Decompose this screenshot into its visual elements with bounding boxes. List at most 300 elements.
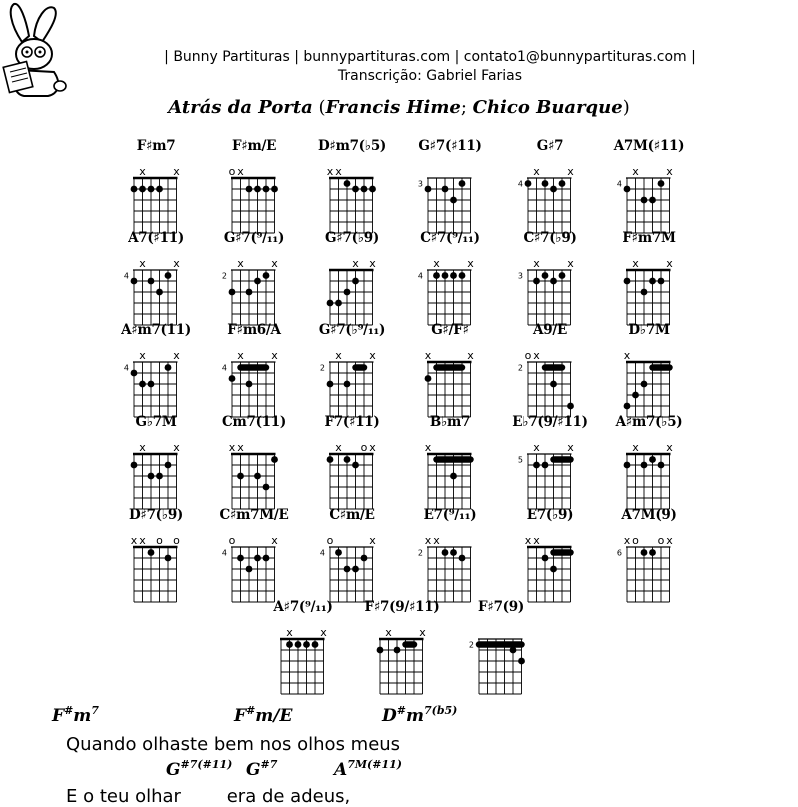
muted-string-icon: x (271, 534, 278, 547)
finger-dot (550, 278, 557, 285)
fretboard (204, 152, 304, 237)
muted-string-icon: x (335, 349, 342, 362)
lyric-chord (246, 760, 277, 780)
fretboard (400, 521, 500, 606)
fretboard (253, 613, 353, 698)
open-string-icon: o (524, 349, 532, 362)
finger-dot (533, 462, 540, 469)
finger-dot (229, 289, 236, 296)
chord-diagram (400, 230, 500, 320)
lyric-line: Quando olhaste bem nos olhos meus (66, 734, 401, 755)
finger-dot (459, 180, 466, 187)
finger-dot (148, 381, 155, 388)
finger-dot (377, 647, 384, 654)
muted-string-icon: x (369, 534, 376, 547)
muted-string-icon: x (228, 441, 236, 454)
finger-dot (559, 272, 566, 279)
finger-dot (641, 549, 648, 556)
chord-accidental: # (396, 704, 406, 717)
fretboard (204, 521, 304, 606)
finger-dot (641, 381, 648, 388)
open-string-icon: o (360, 441, 368, 454)
chord-name: Cm7(11) (222, 414, 286, 430)
finger-dot (542, 180, 549, 187)
chord-name: D♯m7(♭5) (317, 138, 387, 154)
chord-name: C♯7(♭9) (523, 230, 577, 246)
fretboard (599, 336, 699, 421)
muted-string-icon: x (139, 165, 146, 178)
chord-root: G (246, 760, 261, 780)
muted-string-icon: x (173, 349, 180, 362)
finger-dot (459, 555, 466, 562)
muted-string-icon: x (666, 257, 673, 270)
fretboard (302, 336, 402, 421)
chord-name: A7(♯11) (128, 230, 184, 246)
finger-dot (632, 392, 639, 399)
finger-dot (425, 375, 432, 382)
open-string-icon: o (228, 534, 236, 547)
chord-name: B♭m7 (429, 414, 471, 430)
finger-dot (148, 278, 155, 285)
finger-dot (510, 647, 517, 654)
muted-string-icon: x (173, 165, 180, 178)
finger-dot (352, 278, 359, 285)
muted-string-icon: x (237, 257, 244, 270)
lyric-chord (52, 706, 99, 726)
chord-diagram (352, 599, 452, 689)
chord-diagram (599, 138, 699, 228)
finger-dot (295, 641, 302, 648)
chord-extension: 7 (91, 704, 99, 717)
muted-string-icon: x (632, 441, 639, 454)
fretboard (500, 336, 600, 421)
chord-name: F♯m7 (136, 138, 176, 154)
fretboard (204, 336, 304, 421)
chord-name: E♭7(9/♯11) (512, 414, 588, 430)
finger-dot (165, 555, 172, 562)
chord-diagram (106, 414, 206, 504)
chord-extension: #7 (260, 758, 278, 771)
finger-dot (254, 473, 261, 480)
muted-string-icon: x (533, 257, 540, 270)
chord-name: G♭7M (135, 414, 177, 430)
finger-dot (344, 289, 351, 296)
muted-string-icon: x (666, 165, 673, 178)
muted-string-icon: x (173, 257, 180, 270)
finger-dot (550, 566, 557, 573)
chord-name: D♯7(♭9) (128, 507, 184, 523)
chord-name: G♯7(♭⁹/₁₁) (318, 322, 386, 338)
chord-diagram (302, 138, 402, 228)
chord-extension: 7(b5) (423, 704, 458, 717)
finger-dot (148, 473, 155, 480)
finger-dot (271, 186, 278, 193)
finger-dot (450, 549, 457, 556)
finger-dot (624, 403, 631, 410)
muted-string-icon: x (369, 441, 376, 454)
fret-number: 3 (417, 179, 423, 189)
finger-dot (442, 549, 449, 556)
chord-diagram (500, 138, 600, 228)
finger-dot (641, 289, 648, 296)
fretboard (106, 521, 206, 606)
chord-root: D (382, 706, 397, 726)
fret-number: 3 (517, 271, 523, 281)
fretboard (106, 244, 206, 329)
muted-string-icon: x (326, 165, 334, 178)
fretboard (451, 613, 551, 698)
finger-dot (361, 186, 368, 193)
muted-string-icon: x (369, 349, 376, 362)
chord-diagram (500, 414, 600, 504)
fret-number: 2 (221, 271, 227, 281)
finger-dot (327, 300, 334, 307)
finger-dot (425, 186, 432, 193)
chord-diagram (204, 414, 304, 504)
fretboard (302, 521, 402, 606)
title-song: Atrás da Porta (168, 97, 313, 118)
chord-diagram (599, 414, 699, 504)
finger-dot (156, 289, 163, 296)
finger-dot (394, 647, 401, 654)
finger-dot (139, 381, 146, 388)
chord-extension: 7M(#11) (347, 758, 402, 771)
chord-name: D♭7M (628, 322, 670, 338)
muted-string-icon: x (419, 626, 426, 639)
fret-number: 4 (517, 179, 523, 189)
chord-name: F♯7(9) (478, 599, 524, 615)
finger-dot (442, 186, 449, 193)
finger-dot (312, 641, 319, 648)
finger-dot (156, 186, 163, 193)
fretboard (500, 521, 600, 606)
muted-string-icon: x (369, 257, 376, 270)
chord-diagram (253, 599, 353, 689)
chord-quality: m (73, 706, 92, 726)
fretboard (599, 521, 699, 606)
chord-diagram (302, 322, 402, 412)
muted-string-icon: x (424, 441, 432, 454)
fretboard (500, 244, 600, 329)
fret-number: 5 (517, 455, 523, 465)
finger-dot (165, 364, 172, 371)
finger-dot (450, 272, 457, 279)
fret-number: 4 (123, 363, 129, 373)
chord-diagram (204, 322, 304, 412)
chord-diagram (400, 507, 500, 597)
title-author-1: Francis Hime (325, 97, 461, 118)
chord-quality: m (405, 706, 424, 726)
muted-string-icon: x (533, 534, 540, 547)
finger-dot (624, 462, 631, 469)
finger-dot (459, 272, 466, 279)
muted-string-icon: x (467, 257, 474, 270)
chord-name: E7(⁹/₁₁) (423, 507, 477, 523)
fret-number: 2 (417, 548, 423, 558)
muted-string-icon: x (533, 441, 540, 454)
fretboard (352, 613, 452, 698)
finger-dot (156, 473, 163, 480)
fret-number: 4 (616, 179, 622, 189)
open-string-icon: o (632, 534, 639, 547)
fretboard (204, 244, 304, 329)
finger-dot (271, 456, 278, 463)
lyric-chord (234, 706, 292, 726)
chord-diagram (302, 507, 402, 597)
muted-string-icon: x (352, 257, 359, 270)
muted-string-icon: x (271, 257, 278, 270)
fretboard (302, 152, 402, 237)
chord-diagram (500, 322, 600, 412)
finger-dot (649, 549, 656, 556)
chord-diagram (106, 507, 206, 597)
finger-dot (263, 484, 270, 491)
chord-name: A♯7(⁹/₁₁) (273, 599, 333, 615)
chord-root: F (52, 706, 65, 726)
finger-dot (567, 403, 574, 410)
fretboard (106, 428, 206, 513)
finger-dot (139, 186, 146, 193)
finger-dot (641, 462, 648, 469)
fretboard (106, 336, 206, 421)
open-string-icon: o (657, 534, 665, 547)
finger-dot (327, 456, 334, 463)
finger-dot (254, 278, 261, 285)
chord-name: G♯7(♭9) (325, 230, 379, 246)
finger-dot (344, 566, 351, 573)
chord-diagram (302, 414, 402, 504)
finger-dot (641, 197, 648, 204)
chord-name: G♯7(⁹/₁₁) (223, 230, 285, 246)
song-title (0, 97, 798, 118)
finger-dot (229, 375, 236, 382)
muted-string-icon: x (139, 349, 146, 362)
finger-dot (658, 278, 665, 285)
finger-dot (131, 278, 138, 285)
muted-string-icon: x (632, 257, 639, 270)
chord-diagram (106, 322, 206, 412)
muted-string-icon: x (335, 165, 342, 178)
fretboard (400, 152, 500, 237)
finger-dot (237, 555, 244, 562)
chord-name: F♯m/E (231, 138, 277, 154)
finger-dot (131, 462, 138, 469)
open-string-icon: o (228, 165, 236, 178)
finger-dot (246, 566, 253, 573)
finger-dot (131, 370, 138, 377)
finger-dot (525, 180, 532, 187)
chord-diagram (204, 230, 304, 320)
muted-string-icon: x (237, 349, 244, 362)
finger-dot (649, 456, 656, 463)
muted-string-icon: x (424, 534, 432, 547)
chord-root: A (334, 760, 348, 780)
finger-dot (361, 555, 368, 562)
fret-number: 4 (221, 363, 227, 373)
finger-dot (649, 197, 656, 204)
finger-dot (246, 381, 253, 388)
muted-string-icon: x (237, 165, 244, 178)
fret-number: 2 (468, 640, 474, 650)
lyric-line: E o teu olhar era de adeus, (66, 786, 351, 807)
finger-dot (165, 462, 172, 469)
chord-name: G♯7(♯11) (418, 138, 482, 154)
finger-dot (263, 555, 270, 562)
muted-string-icon: x (139, 257, 146, 270)
finger-dot (335, 300, 342, 307)
chord-accidental: # (246, 704, 256, 717)
finger-dot (352, 186, 359, 193)
finger-dot (542, 462, 549, 469)
muted-string-icon: x (271, 349, 278, 362)
finger-dot (148, 186, 155, 193)
chord-name: C♯m/E (329, 507, 375, 523)
chord-root: G (166, 760, 181, 780)
fretboard (400, 336, 500, 421)
muted-string-icon: x (433, 257, 440, 270)
finger-dot (148, 549, 155, 556)
chord-diagram (599, 507, 699, 597)
chord-name: F♯m7M (622, 230, 676, 246)
muted-string-icon: x (237, 441, 244, 454)
chord-diagram (204, 138, 304, 228)
chord-diagram (204, 507, 304, 597)
finger-dot (254, 555, 261, 562)
chord-name: G♯/F♯ (431, 322, 469, 338)
finger-dot (344, 456, 351, 463)
muted-string-icon: x (320, 626, 327, 639)
chord-name: F♯7(9/♯11) (364, 599, 440, 615)
title-paren-close: ) (622, 97, 630, 118)
chord-name: C♯m7M/E (219, 507, 289, 523)
muted-string-icon: x (567, 165, 574, 178)
fretboard (400, 428, 500, 513)
finger-dot (649, 278, 656, 285)
chord-name: A9/E (533, 322, 567, 338)
fretboard (400, 244, 500, 329)
chord-name: C♯7(⁹/₁₁) (420, 230, 480, 246)
title-paren-open: ( (312, 97, 326, 118)
chord-diagram (500, 230, 600, 320)
bunny-logo-icon (2, 2, 68, 98)
fretboard (106, 152, 206, 237)
muted-string-icon: x (286, 626, 293, 639)
chord-name: E7(♭9) (526, 507, 574, 523)
muted-string-icon: x (467, 349, 474, 362)
chord-root: F (234, 706, 247, 726)
finger-dot (550, 186, 557, 193)
muted-string-icon: x (173, 441, 180, 454)
chord-name: A7M(♯11) (613, 138, 685, 154)
fret-number: 2 (319, 363, 325, 373)
finger-dot (518, 658, 525, 665)
open-string-icon: o (156, 534, 163, 547)
chord-diagram (106, 138, 206, 228)
muted-string-icon: x (130, 534, 138, 547)
muted-string-icon: x (385, 626, 392, 639)
finger-dot (335, 549, 342, 556)
fret-number: 4 (319, 548, 325, 558)
finger-dot (254, 186, 261, 193)
finger-dot (658, 462, 665, 469)
chord-diagram (106, 230, 206, 320)
finger-dot (450, 197, 457, 204)
finger-dot (533, 278, 540, 285)
fret-number: 6 (616, 548, 622, 558)
chord-name: A♯m7(11) (121, 322, 191, 338)
muted-string-icon: x (524, 534, 532, 547)
lyric-chord (334, 760, 402, 780)
muted-string-icon: x (139, 441, 146, 454)
open-string-icon: o (326, 534, 334, 547)
fretboard (500, 152, 600, 237)
muted-string-icon: x (424, 349, 432, 362)
finger-dot (624, 186, 631, 193)
finger-dot (542, 272, 549, 279)
chord-accidental: # (64, 704, 74, 717)
fretboard (302, 244, 402, 329)
finger-dot (369, 186, 376, 193)
finger-dot (237, 473, 244, 480)
chord-name: A7M(9) (621, 507, 677, 523)
chord-extension: #7(#11) (180, 758, 233, 771)
chord-name: F7(♯11) (324, 414, 380, 430)
muted-string-icon: x (533, 165, 540, 178)
chord-name: G♯7 (536, 138, 564, 154)
chord-diagram (400, 322, 500, 412)
finger-dot (344, 381, 351, 388)
finger-dot (303, 641, 310, 648)
fretboard (599, 428, 699, 513)
muted-string-icon: x (335, 441, 342, 454)
fret-number: 4 (221, 548, 227, 558)
finger-dot (352, 566, 359, 573)
finger-dot (624, 278, 631, 285)
finger-dot (559, 180, 566, 187)
chord-diagram (302, 230, 402, 320)
chord-diagram (599, 322, 699, 412)
muted-string-icon: x (533, 349, 540, 362)
finger-dot (165, 272, 172, 279)
finger-dot (246, 186, 253, 193)
fret-number: 4 (123, 271, 129, 281)
header-credits: | Bunny Partituras | bunnypartituras.com | contato1@bunnypartituras.com | (164, 49, 696, 65)
finger-dot (131, 186, 138, 193)
finger-dot (550, 381, 557, 388)
finger-dot (450, 473, 457, 480)
fret-number: 4 (417, 271, 423, 281)
muted-string-icon: x (139, 534, 146, 547)
chord-diagram (400, 138, 500, 228)
chord-diagram (400, 414, 500, 504)
chord-diagram (500, 507, 600, 597)
finger-dot (344, 180, 351, 187)
header-transcription: Transcrição: Gabriel Farias (337, 68, 523, 84)
fret-number: 2 (517, 363, 523, 373)
title-author-2: Chico Buarque (472, 97, 623, 118)
muted-string-icon: x (632, 165, 639, 178)
chord-diagram (451, 599, 551, 689)
fretboard (599, 244, 699, 329)
muted-string-icon: x (623, 349, 631, 362)
lyric-chord (166, 760, 232, 780)
open-string-icon: o (173, 534, 180, 547)
muted-string-icon: x (623, 534, 631, 547)
muted-string-icon: x (567, 441, 574, 454)
title-separator: ; (460, 97, 473, 118)
finger-dot (286, 641, 293, 648)
finger-dot (327, 381, 334, 388)
